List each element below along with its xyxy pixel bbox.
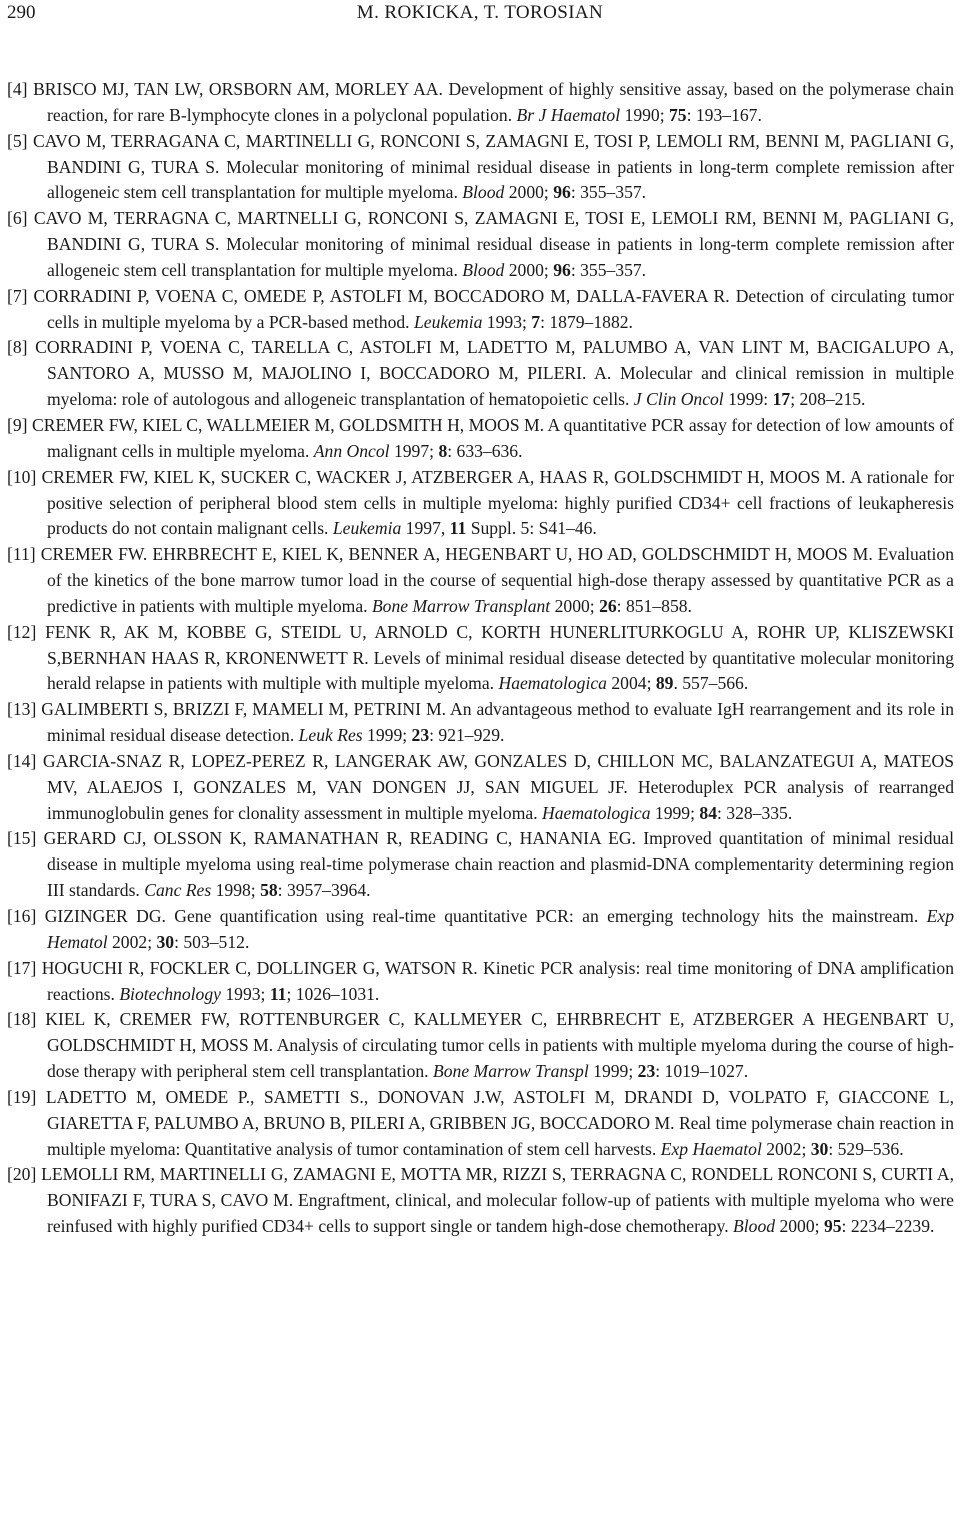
ref-pages: : 921–929. <box>429 725 505 746</box>
ref-volume: 7 <box>531 311 541 332</box>
reference-list <box>7 77 954 1240</box>
ref-number: [17] <box>7 957 37 978</box>
ref-year: 2004; <box>611 673 652 694</box>
ref-volume: 95 <box>823 1216 842 1237</box>
ref-number: [4] <box>7 79 28 99</box>
ref-volume: 30 <box>156 931 175 952</box>
ref-journal: Bone Marrow Transplant <box>371 595 551 616</box>
ref-volume: 58 <box>260 880 278 901</box>
ref-volume: 30 <box>810 1138 829 1159</box>
ref-number: [15] <box>7 828 37 849</box>
ref-journal: Biotechnology <box>119 983 221 1004</box>
ref-text: KIEL K, CREMER FW, ROTTENBURGER C, KALLMEYER C, EHRBRECHT E, ATZBERGER A HEGENBART U, GOLDSCHMIDT H, MOSS M. Analysis of circulating tumor cells in patients with multiple myeloma during the course of high-dose therapy with peripheral stem cell transplantation. <box>45 1009 954 1082</box>
ref-number: [19] <box>7 1086 37 1107</box>
reference-item <box>7 129 954 207</box>
ref-pages: : 3957–3964. <box>277 880 371 901</box>
ref-text: CREMER FW, KIEL K, SUCKER C, WACKER J, ATZBERGER A, HAAS R, GOLDSCHMIDT H, MOOS M. A rationale for positive selection of peripheral blood stem cells in multiple myeloma: highly purified CD34+ cell fractions of leukapheresis products do not contain malignant cells. <box>41 466 954 539</box>
ref-year: 1999; <box>654 802 695 823</box>
ref-journal: Leukemia <box>413 311 483 332</box>
ref-year: 2002; <box>112 931 153 952</box>
ref-journal: Haematologica <box>542 802 651 823</box>
ref-text: CAVO M, TERRAGANA C, MARTINELLI G, RONCONI S, ZAMAGNI E, TOSI P, LEMOLI RM, BENNI M, PAGLIANI G, BANDINI G, TURA S. Molecular monitoring of minimal residual disease in patients in long-term complete remission after allogeneic stem cell transplantation for multiple myeloma. <box>32 130 954 203</box>
ref-volume: 11 <box>269 983 287 1004</box>
ref-text: HOGUCHI R, FOCKLER C, DOLLINGER G, WATSON R. Kinetic PCR analysis: real time monitoring of DNA amplification reactions. <box>41 957 954 1004</box>
ref-volume: 23 <box>637 1061 656 1082</box>
ref-journal: Blood <box>462 182 505 203</box>
ref-year: 1999; <box>593 1061 634 1082</box>
ref-number: [16] <box>7 906 37 926</box>
reference-item <box>7 542 954 620</box>
ref-pages: : 633–636. <box>447 440 523 461</box>
reference-item <box>7 284 954 336</box>
ref-text: LEMOLLI RM, MARTINELLI G, ZAMAGNI E, MOTTA MR, RIZZI S, TERRAGNA C, RONDELL RONCONI S, CURTI A, BONIFAZI F, TURA S, CAVO M. Engraftment, clinical, and molecular follow-up of patients with multiple myeloma who were reinfused with highly purified CD34+ cells to support single or tandem high-dose chemotherapy. <box>41 1164 954 1237</box>
ref-year: 2002; <box>766 1138 807 1159</box>
reference-item <box>7 413 954 465</box>
ref-journal: Ann Oncol <box>313 440 390 461</box>
ref-year: 1990; <box>624 104 665 125</box>
ref-journal: Blood <box>733 1216 776 1237</box>
ref-text: GERARD CJ, OLSSON K, RAMANATHAN R, READING C, HANANIA EG. Improved quantitation of minimal residual disease in multiple myeloma using real-time polymerase chain reaction and plasmid-DNA complementarity determining region III standards. <box>43 828 954 901</box>
page-number: 290 <box>7 2 36 23</box>
ref-journal: Leukemia <box>332 518 402 539</box>
ref-journal: Exp Hematol <box>47 906 954 952</box>
ref-pages: : 2234–2239. <box>841 1216 935 1237</box>
ref-pages: : 529–536. <box>828 1138 904 1159</box>
ref-volume: 96 <box>553 182 571 203</box>
reference-item <box>7 77 954 129</box>
reference-item <box>7 620 954 698</box>
ref-volume: 17 <box>772 389 791 410</box>
ref-volume: 8 <box>438 440 448 461</box>
ref-text: CREMER FW, KIEL C, WALLMEIER M, GOLDSMITH H, MOOS M. A quantitative PCR assay for detection of low amounts of malignant cells in multiple myeloma. <box>31 414 954 461</box>
reference-item <box>7 749 954 827</box>
ref-number: [5] <box>7 130 28 151</box>
ref-pages: : 503–512. <box>174 931 250 952</box>
ref-text: LADETTO M, OMEDE P., SAMETTI S., DONOVAN J.W, ASTOLFI M, DRANDI D, VOLPATO F, GIACCONE L, GIARETTA F, PALUMBO A, BRUNO B, PILERI A, GRIBBEN JG, BOCCADORO M. Real time polymerase chain reaction in multiple myeloma: Quantitative analysis of tumor contamination of stem cell harvests. <box>45 1086 954 1159</box>
ref-journal: Br J Haematol <box>516 104 621 125</box>
page-header <box>7 0 953 26</box>
ref-journal: Canc Res <box>144 880 212 901</box>
ref-number: [12] <box>7 621 37 642</box>
reference-item <box>7 465 954 543</box>
ref-pages: : 1879–1882. <box>540 311 633 332</box>
ref-number: [6] <box>7 208 28 229</box>
ref-journal: Bone Marrow Transpl <box>432 1061 589 1082</box>
ref-year: 1998; <box>215 880 256 901</box>
ref-text: CAVO M, TERRAGNA C, MARTNELLI G, RONCONI S, ZAMAGNI E, TOSI E, LEMOLI RM, BENNI M, PAGLIANI G, BANDINI G, TURA S. Molecular monitoring of minimal residual disease in patients in long-term complete remission after allogeneic stem cell transplantation for multiple myeloma. <box>33 208 954 280</box>
ref-text: CORRADINI P, VOENA C, OMEDE P, ASTOLFI M, BOCCADORO M, DALLA-FAVERA R. Detection of circulating tumor cells in multiple myeloma by a PCR-based method. <box>33 285 954 332</box>
reference-item <box>7 206 954 284</box>
ref-volume: 23 <box>411 725 430 746</box>
reference-item <box>7 1085 954 1163</box>
ref-volume: 84 <box>699 802 717 823</box>
ref-year: 1999: <box>728 389 769 410</box>
ref-year: 1997, <box>405 518 446 539</box>
ref-number: [7] <box>7 285 28 306</box>
ref-pages: ; 1026–1031. <box>286 983 380 1004</box>
ref-year: 2000; <box>508 259 549 280</box>
ref-number: [18] <box>7 1009 37 1030</box>
reference-item <box>7 335 954 413</box>
ref-journal: Leuk Res <box>298 725 363 746</box>
ref-year: 2000; <box>554 595 595 616</box>
ref-number: [20] <box>7 1164 37 1185</box>
ref-volume: 75 <box>669 104 687 125</box>
ref-pages: . 557–566. <box>673 673 749 694</box>
ref-text: BRISCO MJ, TAN LW, ORSBORN AM, MORLEY AA. Development of highly sensitive assay, based on the polymerase chain reaction, for rare B-lymphocyte clones in a polyclonal population. <box>33 79 954 125</box>
ref-journal: Blood <box>462 259 505 280</box>
ref-pages: ; 208–215. <box>790 389 866 410</box>
ref-journal: Exp Haematol <box>660 1138 762 1159</box>
ref-text: GARCIA-SNAZ R, LOPEZ-PEREZ R, LANGERAK AW, GONZALES D, CHILLON MC, BALANZATEGUI A, MATEOS MV, ALAEJOS I, GONZALES M, VAN DONGEN JJ, SAN MIGUEL JF. Heteroduplex PCR analysis of rearranged immunoglobulin genes for clonality assessment in multiple myeloma. <box>42 750 954 823</box>
reference-item <box>7 956 954 1008</box>
ref-volume: 89 <box>655 673 674 694</box>
ref-number: [8] <box>7 337 28 358</box>
ref-journal: Haematologica <box>498 673 607 694</box>
ref-number: [13] <box>7 699 37 720</box>
ref-volume: 26 <box>599 595 617 616</box>
running-title: M. ROKICKA, T. TOROSIAN <box>356 2 604 23</box>
ref-pages: Suppl. 5: S41–46. <box>466 518 597 539</box>
ref-volume: 96 <box>553 259 571 280</box>
ref-year: 1999; <box>367 725 408 746</box>
ref-number: [14] <box>7 750 37 771</box>
ref-text: GIZINGER DG. Gene quantification using real-time quantitative PCR: an emerging technology hits the mainstream. <box>44 906 919 926</box>
ref-journal: J Clin Oncol <box>633 389 724 410</box>
ref-year: 1997; <box>393 440 435 461</box>
ref-pages: : 355–357. <box>570 259 647 280</box>
reference-item <box>7 1007 954 1085</box>
ref-text: CORRADINI P, VOENA C, TARELLA C, ASTOLFI M, LADETTO M, PALUMBO A, VAN LINT M, BACIGALUPO A, SANTORO A, MUSSO M, MAJOLINO I, BOCCADORO M, PILERI. A. Molecular and clinical remission in multiple myeloma: role of autologous and allogeneic transplantation of hematopoietic cells. <box>35 337 954 410</box>
ref-year: 1993; <box>225 983 266 1004</box>
ref-pages: : 1019–1027. <box>655 1061 749 1082</box>
ref-pages: : 851–858. <box>616 595 692 616</box>
reference-item <box>7 826 954 904</box>
ref-number: [10] <box>7 466 37 487</box>
ref-year: 1993; <box>486 311 527 332</box>
ref-volume: 11 <box>449 518 467 539</box>
reference-item <box>7 697 954 749</box>
reference-item <box>7 1162 954 1240</box>
ref-text: FENK R, AK M, KOBBE G, STEIDL U, ARNOLD C, KORTH HUNERLITURKOGLU A, ROHR UP, KLISZEWSKI S,BERNHAN HAAS R, KRONENWETT R. Levels of minimal residual disease detected by quantitative molecular monitoring herald relapse in patients with multiple with multiple myeloma. <box>45 621 954 694</box>
ref-year: 2000; <box>508 182 549 203</box>
ref-number: [9] <box>7 414 28 435</box>
ref-text: GALIMBERTI S, BRIZZI F, MAMELI M, PETRINI M. An advantageous method to evaluate IgH rearrangement and its role in minimal residual disease detection. <box>41 699 954 746</box>
ref-pages: : 355–357. <box>570 182 647 203</box>
reference-item <box>7 904 954 956</box>
ref-pages: : 328–335. <box>716 802 793 823</box>
ref-text: CREMER FW. EHRBRECHT E, KIEL K, BENNER A, HEGENBART U, HO AD, GOLDSCHMIDT H, MOOS M. Evaluation of the kinetics of the bone marrow tumor load in the course of sequential high-dose therapy assessed by quantitative PCR as a predictive in patients with multiple myeloma. <box>40 544 954 616</box>
ref-number: [11] <box>7 544 36 565</box>
ref-year: 2000; <box>779 1216 820 1237</box>
ref-pages: : 193–167. <box>686 104 762 125</box>
